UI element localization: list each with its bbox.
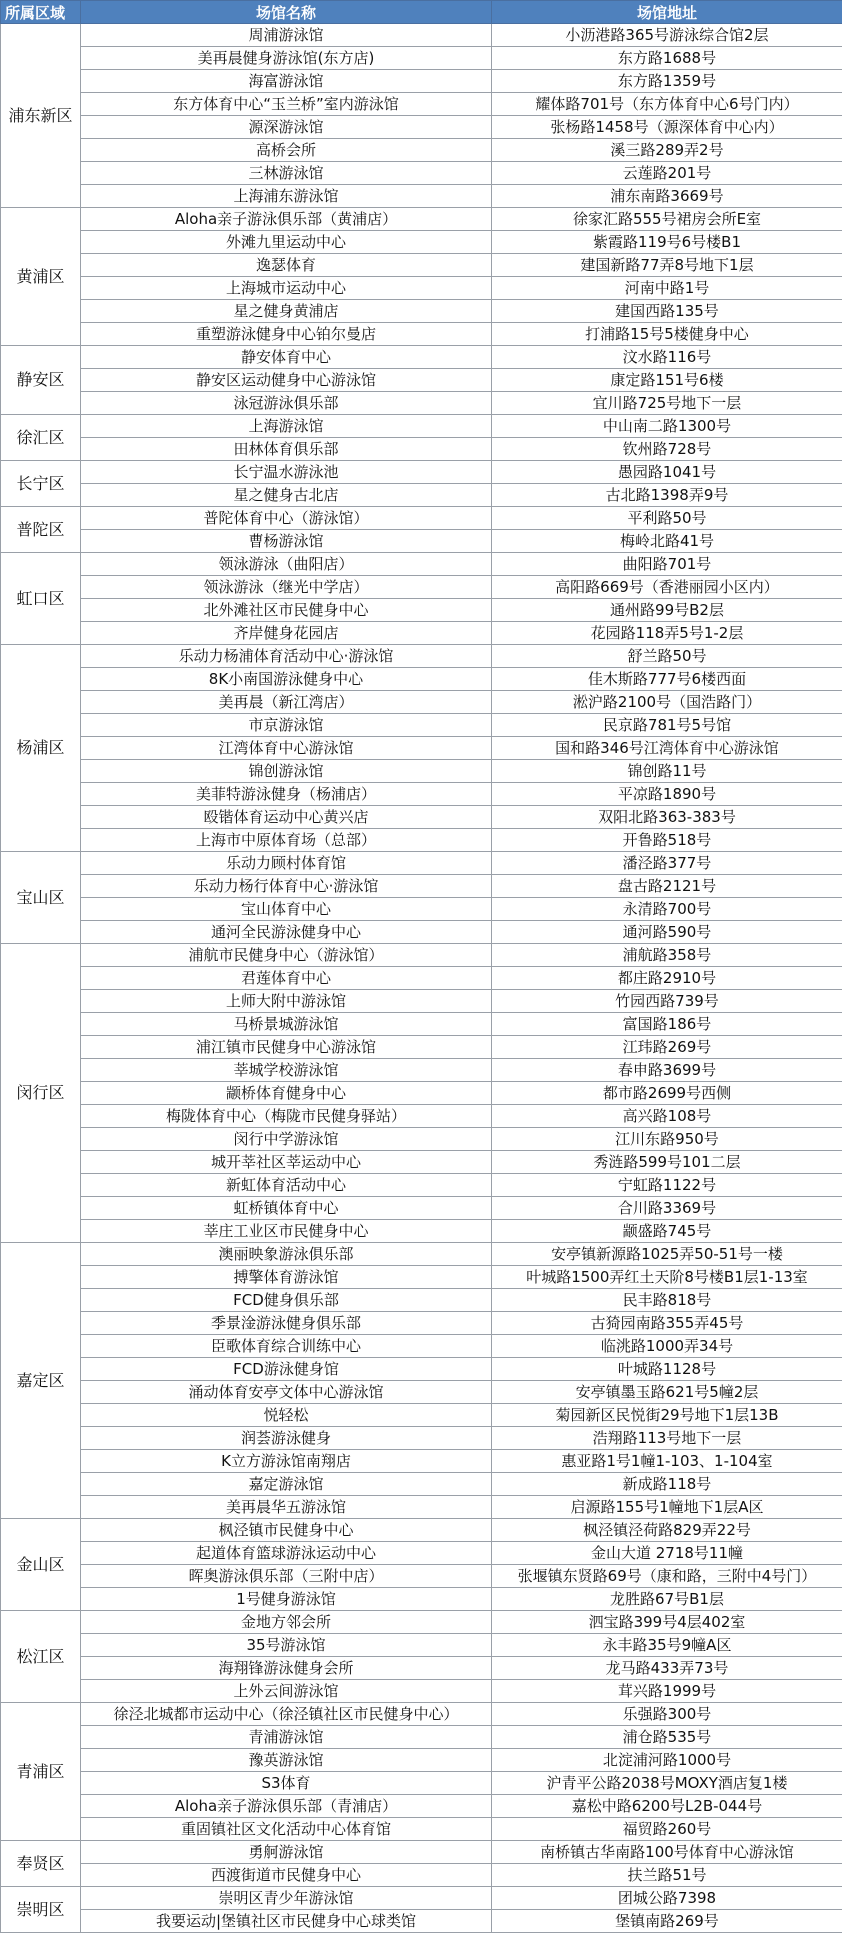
venue-name-cell: 1号健身游泳馆 — [81, 1588, 492, 1611]
venue-name-cell: 季景淦游泳健身俱乐部 — [81, 1312, 492, 1335]
venue-name-cell: 莘庄工业区市民健身中心 — [81, 1220, 492, 1243]
venue-address-cell: 团城公路7398 — [492, 1887, 842, 1910]
venue-address-cell: 浩翔路113号地下一层 — [492, 1427, 842, 1450]
venue-address-cell: 浦东南路3669号 — [492, 185, 842, 208]
venue-name-cell: 梅陇体育中心（梅陇市民健身驿站） — [81, 1105, 492, 1128]
venue-address-cell: 平凉路1890号 — [492, 783, 842, 806]
venue-name-cell: 润荟游泳健身 — [81, 1427, 492, 1450]
venue-address-cell: 泗宝路399号4层402室 — [492, 1611, 842, 1634]
table-row — [1, 1496, 842, 1519]
table-row — [1, 990, 842, 1013]
district-cell: 浦东新区 — [1, 24, 81, 208]
table-row — [1, 1818, 842, 1841]
table-row — [1, 1450, 842, 1473]
venue-address-cell: 叶城路1500弄红土天阶8号楼B1层1-13室 — [492, 1266, 842, 1289]
venue-address-cell: 秀涟路599号101二层 — [492, 1151, 842, 1174]
venue-name-cell: 颛桥体育健身中心 — [81, 1082, 492, 1105]
venue-address-cell: 河南中路1号 — [492, 277, 842, 300]
table-row — [1, 783, 842, 806]
venue-name-cell: K立方游泳馆南翔店 — [81, 1450, 492, 1473]
venue-address-cell: 东方路1688号 — [492, 47, 842, 70]
venue-name-cell: 徐泾北城都市运动中心（徐泾镇社区市民健身中心） — [81, 1703, 492, 1726]
venue-address-cell: 古猗园南路355弄45号 — [492, 1312, 842, 1335]
table-row — [1, 1841, 842, 1864]
venue-name-cell: 宝山体育中心 — [81, 898, 492, 921]
venue-address-cell: 新成路118号 — [492, 1473, 842, 1496]
table-row — [1, 47, 842, 70]
venue-name-cell: 北外滩社区市民健身中心 — [81, 599, 492, 622]
venue-name-cell: 东方体育中心“玉兰桥”室内游泳馆 — [81, 93, 492, 116]
venue-name-cell: 勇舸游泳馆 — [81, 1841, 492, 1864]
table-row — [1, 438, 842, 461]
venue-name-cell: 田林体育俱乐部 — [81, 438, 492, 461]
venue-address-cell: 富国路186号 — [492, 1013, 842, 1036]
table-row — [1, 530, 842, 553]
venue-address-cell: 打浦路15号5楼健身中心 — [492, 323, 842, 346]
venue-address-cell: 金山大道 2718号11幢 — [492, 1542, 842, 1565]
venue-name-cell: 锦创游泳馆 — [81, 760, 492, 783]
table-row — [1, 1634, 842, 1657]
venue-name-cell: 市京游泳馆 — [81, 714, 492, 737]
table-row — [1, 1910, 842, 1933]
district-cell: 徐汇区 — [1, 415, 81, 461]
table-row — [1, 185, 842, 208]
table-row — [1, 967, 842, 990]
district-cell: 青浦区 — [1, 1703, 81, 1841]
venue-name-cell: 新虹体育活动中心 — [81, 1174, 492, 1197]
table-row — [1, 139, 842, 162]
venue-name-cell: 豫英游泳馆 — [81, 1749, 492, 1772]
venue-address-cell: 颛盛路745号 — [492, 1220, 842, 1243]
table-row — [1, 1795, 842, 1818]
table-row — [1, 1887, 842, 1910]
venue-name-cell: 马桥景城游泳馆 — [81, 1013, 492, 1036]
venue-name-cell: 曹杨游泳馆 — [81, 530, 492, 553]
venue-address-cell: 古北路1398弄9号 — [492, 484, 842, 507]
venue-address-cell: 钦州路728号 — [492, 438, 842, 461]
venue-name-cell: 源深游泳馆 — [81, 116, 492, 139]
venue-name-cell: 星之健身古北店 — [81, 484, 492, 507]
venue-address-cell: 建国新路77弄8号地下1层 — [492, 254, 842, 277]
column-header-district: 所属区域 — [1, 1, 81, 24]
header-row — [1, 1, 842, 24]
table-row — [1, 829, 842, 852]
venue-address-cell: 淞沪路2100号（国浩路门） — [492, 691, 842, 714]
venue-name-cell: 上海城市运动中心 — [81, 277, 492, 300]
venue-name-cell: 泳冠游泳俱乐部 — [81, 392, 492, 415]
venue-name-cell: 起道体育篮球游泳运动中心 — [81, 1542, 492, 1565]
venue-address-cell: 溪三路289弄2号 — [492, 139, 842, 162]
venue-address-cell: 扶兰路51号 — [492, 1864, 842, 1887]
venue-name-cell: 海翔锋游泳健身会所 — [81, 1657, 492, 1680]
district-cell: 静安区 — [1, 346, 81, 415]
venue-address-cell: 徐家汇路555号裙房会所E室 — [492, 208, 842, 231]
venue-address-cell: 曲阳路701号 — [492, 553, 842, 576]
venue-address-cell: 南桥镇古华南路100号体育中心游泳馆 — [492, 1841, 842, 1864]
table-row — [1, 254, 842, 277]
table-row — [1, 1657, 842, 1680]
venue-name-cell: 美再晨（新江湾店） — [81, 691, 492, 714]
table-row — [1, 1312, 842, 1335]
venue-address-cell: 梅岭北路41号 — [492, 530, 842, 553]
venue-address-cell: 乐强路300号 — [492, 1703, 842, 1726]
table-row — [1, 1427, 842, 1450]
venue-name-cell: 上师大附中游泳馆 — [81, 990, 492, 1013]
venue-address-cell: 建国西路135号 — [492, 300, 842, 323]
venue-address-cell: 安亭镇墨玉路621号5幢2层 — [492, 1381, 842, 1404]
venue-name-cell: Aloha亲子游泳俱乐部（黄浦店） — [81, 208, 492, 231]
venue-name-cell: 上海浦东游泳馆 — [81, 185, 492, 208]
table-row — [1, 1473, 842, 1496]
table-row — [1, 1565, 842, 1588]
venue-address-cell: 叶城路1128号 — [492, 1358, 842, 1381]
venue-address-cell: 宁虹路1122号 — [492, 1174, 842, 1197]
venue-name-cell: 闵行中学游泳馆 — [81, 1128, 492, 1151]
table-row — [1, 852, 842, 875]
venue-address-cell: 通河路590号 — [492, 921, 842, 944]
venue-name-cell: 美菲特游泳健身（杨浦店） — [81, 783, 492, 806]
venue-name-cell: 西渡街道市民健身中心 — [81, 1864, 492, 1887]
venue-name-cell: 领泳游泳（继光中学店） — [81, 576, 492, 599]
venue-name-cell: 领泳游泳（曲阳店） — [81, 553, 492, 576]
district-cell: 虹口区 — [1, 553, 81, 645]
venue-address-cell: 双阳北路363-383号 — [492, 806, 842, 829]
venue-name-cell: FCD健身俱乐部 — [81, 1289, 492, 1312]
table-row — [1, 1749, 842, 1772]
venue-address-cell: 国和路346号江湾体育中心游泳馆 — [492, 737, 842, 760]
table-row — [1, 737, 842, 760]
venue-address-cell: 临洮路1000弄34号 — [492, 1335, 842, 1358]
venue-name-cell: 静安区运动健身中心游泳馆 — [81, 369, 492, 392]
venue-name-cell: 35号游泳馆 — [81, 1634, 492, 1657]
table-row — [1, 415, 842, 438]
table-row — [1, 1266, 842, 1289]
venue-address-cell: 平利路50号 — [492, 507, 842, 530]
table-row — [1, 691, 842, 714]
venue-address-cell: 福贸路260号 — [492, 1818, 842, 1841]
district-cell: 黄浦区 — [1, 208, 81, 346]
table-row — [1, 1197, 842, 1220]
venue-name-cell: 嘉定游泳馆 — [81, 1473, 492, 1496]
table-row — [1, 553, 842, 576]
venue-address-cell: 东方路1359号 — [492, 70, 842, 93]
venue-name-cell: 静安体育中心 — [81, 346, 492, 369]
table-row — [1, 392, 842, 415]
table-row — [1, 116, 842, 139]
venue-name-cell: 浦江镇市民健身中心游泳馆 — [81, 1036, 492, 1059]
venue-name-cell: 乐动力杨浦体育活动中心·游泳馆 — [81, 645, 492, 668]
venue-address-cell: 枫泾镇泾荷路829弄22号 — [492, 1519, 842, 1542]
table-row — [1, 622, 842, 645]
district-cell: 松江区 — [1, 1611, 81, 1703]
venue-address-cell: 张杨路1458号（源深体育中心内） — [492, 116, 842, 139]
venue-address-cell: 开鲁路518号 — [492, 829, 842, 852]
venue-name-cell: 乐动力杨行体育中心·游泳馆 — [81, 875, 492, 898]
venue-address-cell: 都庄路2910号 — [492, 967, 842, 990]
venue-address-cell: 安亭镇新源路1025弄50-51号一楼 — [492, 1243, 842, 1266]
venue-address-cell: 嘉松中路6200号L2B-044号 — [492, 1795, 842, 1818]
venue-address-cell: 盘古路2121号 — [492, 875, 842, 898]
table-row — [1, 369, 842, 392]
table-row — [1, 231, 842, 254]
district-cell: 普陀区 — [1, 507, 81, 553]
venue-address-cell: 康定路151号6楼 — [492, 369, 842, 392]
venue-name-cell: 枫泾镇市民健身中心 — [81, 1519, 492, 1542]
table-row — [1, 599, 842, 622]
venue-name-cell: 晖奥游泳俱乐部（三附中店） — [81, 1565, 492, 1588]
venue-address-cell: 合川路3369号 — [492, 1197, 842, 1220]
table-row — [1, 1726, 842, 1749]
venue-name-cell: 海富游泳馆 — [81, 70, 492, 93]
table-row — [1, 668, 842, 691]
venue-name-cell: Aloha亲子游泳俱乐部（青浦店） — [81, 1795, 492, 1818]
venue-address-cell: 菊园新区民悦街29号地下1层13B — [492, 1404, 842, 1427]
table-row — [1, 1220, 842, 1243]
table-row — [1, 1151, 842, 1174]
venue-address-cell: 佳木斯路777号6楼西面 — [492, 668, 842, 691]
venue-name-cell: 上外云间游泳馆 — [81, 1680, 492, 1703]
table-row — [1, 576, 842, 599]
venue-address-cell: 永丰路35号9幢A区 — [492, 1634, 842, 1657]
venue-name-cell: 搏擎体育游泳馆 — [81, 1266, 492, 1289]
district-cell: 奉贤区 — [1, 1841, 81, 1887]
venue-address-cell: 惠亚路1号1幢1-103、1-104室 — [492, 1450, 842, 1473]
table-row — [1, 1519, 842, 1542]
district-cell: 闵行区 — [1, 944, 81, 1243]
venue-name-cell: 美再晨华五游泳馆 — [81, 1496, 492, 1519]
venue-name-cell: 美再晨健身游泳馆(东方店) — [81, 47, 492, 70]
table-row — [1, 898, 842, 921]
district-cell: 金山区 — [1, 1519, 81, 1611]
table-row — [1, 1680, 842, 1703]
venue-name-cell: 重塑游泳健身中心铂尔曼店 — [81, 323, 492, 346]
venue-address-cell: 浦仓路535号 — [492, 1726, 842, 1749]
table-row — [1, 93, 842, 116]
venue-address-cell: 高兴路108号 — [492, 1105, 842, 1128]
table-row — [1, 1358, 842, 1381]
venue-address-cell: 沪青平公路2038号MOXY酒店复1楼 — [492, 1772, 842, 1795]
venue-address-cell: 中山南二路1300号 — [492, 415, 842, 438]
venue-name-cell: 君莲体育中心 — [81, 967, 492, 990]
venue-address-cell: 潘泾路377号 — [492, 852, 842, 875]
table-row — [1, 277, 842, 300]
venue-name-cell: 外滩九里运动中心 — [81, 231, 492, 254]
venue-address-cell: 都市路2699号西侧 — [492, 1082, 842, 1105]
venue-address-cell: 汶水路116号 — [492, 346, 842, 369]
venue-address-cell: 竹园西路739号 — [492, 990, 842, 1013]
venue-name-cell: 齐岸健身花园店 — [81, 622, 492, 645]
venue-name-cell: 星之健身黄浦店 — [81, 300, 492, 323]
table-row — [1, 1703, 842, 1726]
venue-address-cell: 龙马路433弄73号 — [492, 1657, 842, 1680]
venue-name-cell: FCD游泳健身馆 — [81, 1358, 492, 1381]
table-row — [1, 806, 842, 829]
table-row — [1, 1772, 842, 1795]
venue-name-cell: 金地方邻会所 — [81, 1611, 492, 1634]
venue-name-cell: 通河全民游泳健身中心 — [81, 921, 492, 944]
table-row — [1, 1243, 842, 1266]
venue-address-cell: 北淀浦河路1000号 — [492, 1749, 842, 1772]
venue-address-cell: 云莲路201号 — [492, 162, 842, 185]
district-cell: 宝山区 — [1, 852, 81, 944]
table-row — [1, 1542, 842, 1565]
venue-address-cell: 堡镇南路269号 — [492, 1910, 842, 1933]
table-row — [1, 1381, 842, 1404]
venue-name-cell: 乐动力顾村体育馆 — [81, 852, 492, 875]
venue-address-cell: 耀体路701号（东方体育中心6号门内） — [492, 93, 842, 116]
venue-name-cell: 逸瑟体育 — [81, 254, 492, 277]
table-row — [1, 346, 842, 369]
table-row — [1, 461, 842, 484]
venue-address-cell: 高阳路669号（香港丽园小区内） — [492, 576, 842, 599]
venue-address-cell: 紫霞路119号6号楼B1 — [492, 231, 842, 254]
venue-name-cell: 重固镇社区文化活动中心体育馆 — [81, 1818, 492, 1841]
venue-name-cell: 长宁温水游泳池 — [81, 461, 492, 484]
table-row — [1, 1611, 842, 1634]
district-cell: 长宁区 — [1, 461, 81, 507]
table-row — [1, 1082, 842, 1105]
venue-name-cell: 8K小南国游泳健身中心 — [81, 668, 492, 691]
venue-name-cell: 我要运动|堡镇社区市民健身中心球类馆 — [81, 1910, 492, 1933]
table-row — [1, 875, 842, 898]
venue-name-cell: S3体育 — [81, 1772, 492, 1795]
table-row — [1, 1036, 842, 1059]
venue-name-cell: 臣歌体育综合训练中心 — [81, 1335, 492, 1358]
venue-name-cell: 涌动体育安亭文体中心游泳馆 — [81, 1381, 492, 1404]
venue-name-cell: 青浦游泳馆 — [81, 1726, 492, 1749]
table-row — [1, 1588, 842, 1611]
venue-address-cell: 民丰路818号 — [492, 1289, 842, 1312]
venue-name-cell: 周浦游泳馆 — [81, 24, 492, 47]
table-row — [1, 1059, 842, 1082]
district-cell: 崇明区 — [1, 1887, 81, 1933]
venue-address-cell: 锦创路11号 — [492, 760, 842, 783]
table-row — [1, 645, 842, 668]
column-header-address: 场馆地址 — [492, 1, 842, 24]
table-header — [1, 1, 842, 24]
table-row — [1, 1335, 842, 1358]
venue-address-cell: 花园路118弄5号1-2层 — [492, 622, 842, 645]
table-row — [1, 1013, 842, 1036]
table-row — [1, 70, 842, 93]
venue-address-cell: 愚园路1041号 — [492, 461, 842, 484]
table-row — [1, 944, 842, 967]
venue-name-cell: 高桥会所 — [81, 139, 492, 162]
column-header-name: 场馆名称 — [81, 1, 492, 24]
table-row — [1, 1105, 842, 1128]
venue-address-cell: 浦航路358号 — [492, 944, 842, 967]
venue-name-cell: 上海市中原体育场（总部） — [81, 829, 492, 852]
venue-name-cell: 澳丽映象游泳俱乐部 — [81, 1243, 492, 1266]
venue-address-cell: 舒兰路50号 — [492, 645, 842, 668]
venue-name-cell: 崇明区青少年游泳馆 — [81, 1887, 492, 1910]
venue-address-cell: 通州路99号B2层 — [492, 599, 842, 622]
venue-name-cell: 莘城学校游泳馆 — [81, 1059, 492, 1082]
table-row — [1, 1128, 842, 1151]
venue-address-cell: 启源路155号1幢地下1层A区 — [492, 1496, 842, 1519]
table-row — [1, 162, 842, 185]
venue-name-cell: 普陀体育中心（游泳馆） — [81, 507, 492, 530]
venue-name-cell: 悦轻松 — [81, 1404, 492, 1427]
venue-name-cell: 三林游泳馆 — [81, 162, 492, 185]
table-row — [1, 921, 842, 944]
venue-name-cell: 殴锴体育运动中心黄兴店 — [81, 806, 492, 829]
table-row — [1, 300, 842, 323]
table-row — [1, 714, 842, 737]
venue-name-cell: 上海游泳馆 — [81, 415, 492, 438]
district-cell: 杨浦区 — [1, 645, 81, 852]
venue-address-cell: 春申路3699号 — [492, 1059, 842, 1082]
venue-address-cell: 小沥港路365号游泳综合馆2层 — [492, 24, 842, 47]
table-row — [1, 323, 842, 346]
table-row — [1, 507, 842, 530]
table-row — [1, 484, 842, 507]
venue-address-cell: 永清路700号 — [492, 898, 842, 921]
venue-name-cell: 虹桥镇体育中心 — [81, 1197, 492, 1220]
venue-address-cell: 江玮路269号 — [492, 1036, 842, 1059]
venue-address-cell: 龙胜路67号B1层 — [492, 1588, 842, 1611]
district-cell: 嘉定区 — [1, 1243, 81, 1519]
venue-address-cell: 宜川路725号地下一层 — [492, 392, 842, 415]
table-body — [1, 24, 842, 1933]
venue-name-cell: 城开莘社区莘运动中心 — [81, 1151, 492, 1174]
table-row — [1, 1864, 842, 1887]
venue-name-cell: 浦航市民健身中心（游泳馆） — [81, 944, 492, 967]
venue-name-cell: 江湾体育中心游泳馆 — [81, 737, 492, 760]
venue-address-cell: 张堰镇东贤路69号（康和路，三附中4号门） — [492, 1565, 842, 1588]
venue-address-cell: 江川东路950号 — [492, 1128, 842, 1151]
table-row — [1, 1174, 842, 1197]
table-row — [1, 760, 842, 783]
table-row — [1, 24, 842, 47]
table-row — [1, 1289, 842, 1312]
venue-address-cell: 民京路781号5号馆 — [492, 714, 842, 737]
table-row — [1, 1404, 842, 1427]
table-row — [1, 208, 842, 231]
venue-address-cell: 茸兴路1999号 — [492, 1680, 842, 1703]
